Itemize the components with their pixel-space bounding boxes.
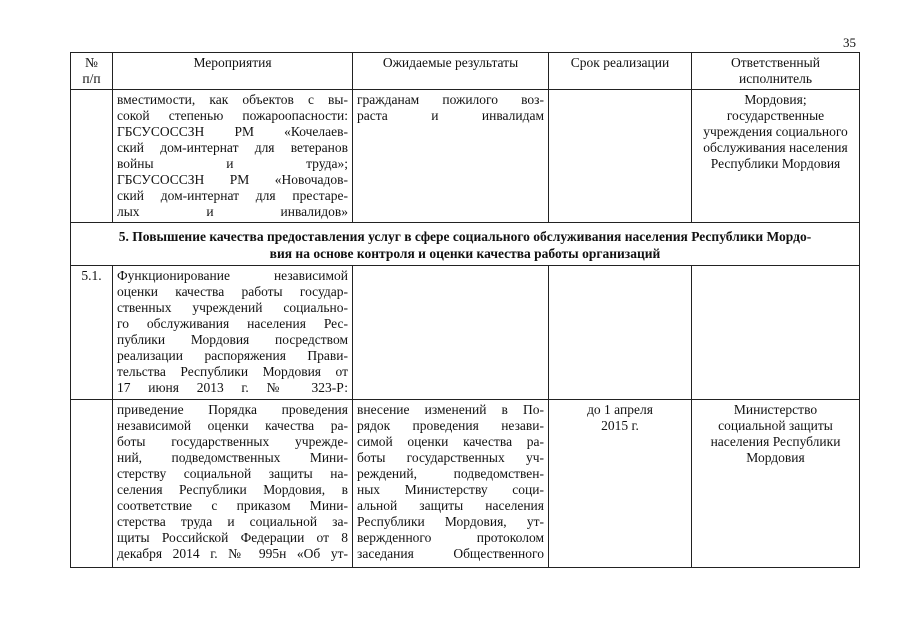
cell-results [353,266,549,400]
header-measures: Мероприятия [113,53,353,90]
header-results: Ожидаемые результаты [353,53,549,90]
cell-results [353,90,549,223]
header-responsible: Ответственный исполнитель [692,53,860,90]
cell-measures [113,400,353,568]
measures-text: приведение Порядка проведения независимой оценки качества ра- боты государственных учрежде- ний, подведомственных Мини- стерству социальной защиты на- селения Республики Мордовия, в соответствие с приказом Мини- стерства труда и социальной за- щиты Российской Федерации от 8 декабря 2014 г. № 995н «Об ут- [117,402,348,561]
cell-responsible [692,266,860,400]
cell-term: до 1 апреля 2015 г. [549,400,692,568]
header-num: № п/п [71,53,113,90]
cell-measures [113,266,353,400]
cell-term [549,90,692,223]
table-header-row [71,53,860,90]
measures-text: Функционирование независимой оценки качества работы государ- ственных учреждений социально- го обслуживания населения Рес- публики Мордовия посредством реализации распоряжения Прави- тельства Республики Мордовия от 17 июня 2013 г. № 323-Р: [117,268,348,395]
section-row [71,223,860,266]
cell-results [353,400,549,568]
table-row [71,266,860,400]
page-number: 35 [843,35,856,50]
cell-responsible: Министерство социальной защиты населения Республики Мордовия [692,400,860,568]
cell-num: 5.1. [71,266,113,400]
table-row [71,400,860,568]
table-row [71,90,860,223]
cell-num [71,90,113,223]
measures-table [70,52,860,568]
results-text: гражданам пожилого воз- раста и инвалидам [357,92,544,123]
cell-responsible: Мордовия; государственные учреждения социального обслуживания населения Республики Мордовия [692,90,860,223]
section-title: 5. Повышение качества предоставления услуг в сфере социального обслуживания населения Республики Мордо- вия на основе контроля и оценки качества работы организаций [71,223,860,266]
cell-num [71,400,113,568]
cell-measures [113,90,353,223]
measures-text: вместимости, как объектов с вы- сокой степенью пожароопасности: ГБСУСОССЗН РМ «Кочелаев- ский дом-интернат для ветеранов войны и труда»; ГБСУСОССЗН РМ «Новочадов- ский дом-интернат для престаре- лых и инвалидов» [117,92,348,219]
header-term: Срок реализации [549,53,692,90]
cell-term [549,266,692,400]
results-text: внесение изменений в По- рядок проведения незави- симой оценки качества ра- боты государственных уч- реждений, подведомствен- ных Министерству соци- альной защиты населения Республики Мордовия, ут- вержденного протоколом заседания Общественного [357,402,544,561]
